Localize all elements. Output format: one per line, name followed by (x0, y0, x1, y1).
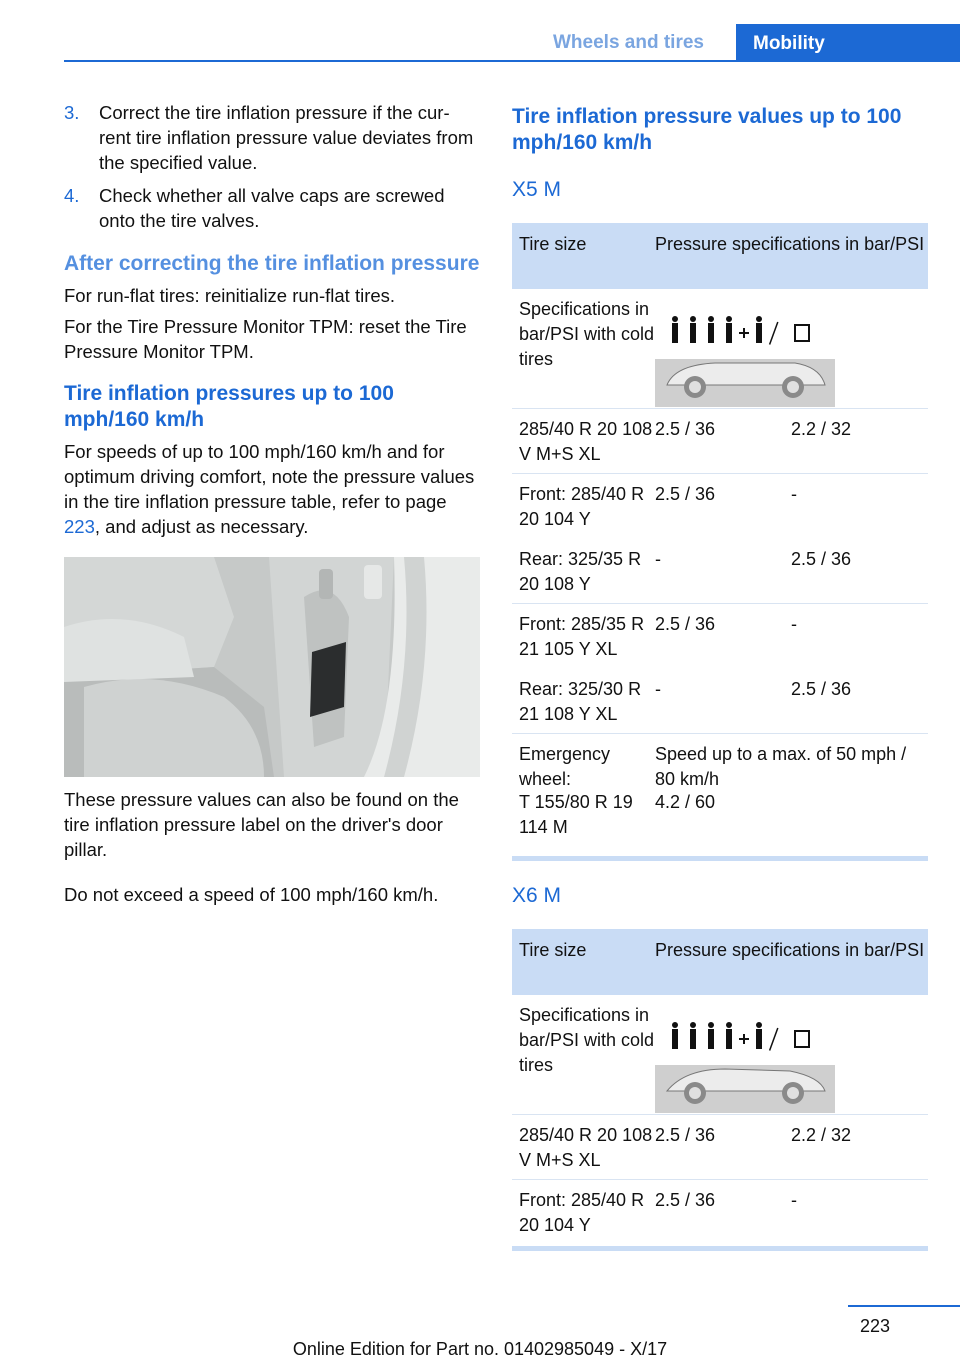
tire-size: Front: 285/35 R 21 105 Y XL (519, 614, 645, 659)
table-row-spec (512, 995, 928, 1115)
emergency-size: T 155/80 R 19 114 M (519, 792, 633, 837)
page-reference-link[interactable]: 223 (64, 516, 95, 537)
step-number: 3. (64, 102, 80, 123)
table-row-emergency (512, 734, 928, 790)
pressure-value-loaded: 2.5 / 36 (791, 679, 852, 699)
tire-size: Front: 285/40 R 20 104 Y (519, 484, 645, 529)
tire-size: Front: 285/40 R 20 104 Y (519, 1190, 645, 1235)
step-text: Correct the tire inflation pressure if the cur-rent tire inflation pressure value deviates from the specified value. (99, 102, 474, 173)
x6-pressure-table (512, 929, 928, 1251)
load-icon-cell (655, 289, 928, 408)
pressure-value: - (655, 679, 661, 699)
x5-model-title: X5 M (512, 178, 562, 201)
tire-size: 285/40 R 20 108 V M+S XL (519, 419, 653, 464)
run-flat-paragraph: For run-flat tires: reinitialize run-flat tires. (64, 285, 396, 306)
speed-text-end: , and adjust as necessary. (94, 516, 309, 537)
table-row (512, 1180, 928, 1246)
table-row-emergency-size (512, 790, 928, 856)
chapter-tab: Mobility (736, 24, 960, 62)
pressure-value: 2.5 / 36 (655, 1190, 716, 1210)
page-header (0, 0, 960, 62)
pressure-value-loaded: 2.5 / 36 (791, 549, 852, 569)
col-pressure: Pressure specifications in bar/PSI (655, 234, 925, 254)
table-end-rule (512, 1246, 928, 1251)
footer-rule (848, 1305, 960, 1307)
table-row (512, 604, 928, 669)
table-header (512, 223, 928, 289)
col-tire-size: Tire size (519, 234, 587, 254)
pressure-value: 2.5 / 36 (655, 614, 716, 634)
pressure-value: 2.5 / 36 (655, 484, 716, 504)
pressure-value-loaded: - (791, 1190, 797, 1210)
tpm-paragraph: For the Tire Pressure Monitor TPM: reset the Tire Pressure Monitor TPM. (64, 316, 467, 362)
after-correcting-heading: After correcting the tire inflation pressure (64, 252, 480, 275)
section-title: Wheels and tires (553, 32, 704, 53)
pressure-value-loaded: 2.2 / 32 (791, 1125, 852, 1145)
table-row (512, 669, 928, 734)
door-pillar-photo (64, 557, 480, 777)
pressure-value: 2.5 / 36 (655, 1125, 716, 1145)
step-text: Check whether all valve caps are screwed onto the tire valves. (99, 185, 445, 231)
step-item (64, 183, 480, 233)
col-tire-size: Tire size (519, 940, 587, 960)
table-row (512, 474, 928, 539)
tire-size: 285/40 R 20 108 V M+S XL (519, 1125, 653, 1170)
step-item (64, 100, 480, 175)
step-list (64, 100, 480, 233)
pressure-values-heading: Tire inflation pressure values up to 100 mph/160 km/h (512, 105, 902, 154)
col-pressure: Pressure specifications in bar/PSI (655, 940, 925, 960)
tire-size: Rear: 325/30 R 21 108 Y XL (519, 679, 642, 724)
vehicle-load-icon (655, 307, 835, 407)
table-header (512, 929, 928, 995)
pressure-value: 2.5 / 36 (655, 419, 716, 439)
header-rule (64, 60, 960, 62)
table-row (512, 539, 928, 604)
emergency-speed: Speed up to a max. of 50 mph / 80 km/h (655, 744, 907, 789)
table-row-spec (512, 289, 928, 409)
emergency-label: Emergency wheel: (519, 744, 611, 789)
table-row (512, 1115, 928, 1180)
x6-model-title: X6 M (512, 884, 562, 907)
spec-label: Specifications in bar/PSI with cold tires (519, 1005, 655, 1075)
emergency-value: 4.2 / 60 (655, 792, 716, 812)
load-icon-cell (655, 995, 928, 1114)
spec-label: Specifications in bar/PSI with cold tires (519, 299, 655, 369)
table-row (512, 409, 928, 474)
right-column (512, 104, 928, 1251)
tire-size: Rear: 325/35 R 20 108 Y (519, 549, 642, 594)
speed-text: For speeds of up to 100 mph/160 km/h and for optimum driving comfort, note the pressure values in the tire inflation pressure table, refer to page (64, 441, 475, 512)
photo-caption: These pressure values can also be found on the tire inflation pressure label on the driver's door pillar. (64, 789, 459, 860)
speed-paragraph (64, 439, 480, 539)
pressure-value: - (655, 549, 661, 569)
pressure-value-loaded: - (791, 484, 797, 504)
edition-note: Online Edition for Part no. 01402985049 - X/17 (292, 1339, 668, 1359)
vehicle-load-icon (655, 1013, 835, 1113)
pressure-value-loaded: - (791, 614, 797, 634)
table-end-rule (512, 856, 928, 861)
left-column (64, 100, 480, 907)
page-number: 223 (860, 1316, 891, 1336)
pressure-value-loaded: 2.2 / 32 (791, 419, 852, 439)
step-number: 4. (64, 185, 80, 206)
speed-pressures-heading: Tire inflation pressures up to 100 mph/160 km/h (64, 382, 394, 431)
x5-pressure-table (512, 223, 928, 861)
speed-warning: Do not exceed a speed of 100 mph/160 km/h. (64, 884, 439, 905)
